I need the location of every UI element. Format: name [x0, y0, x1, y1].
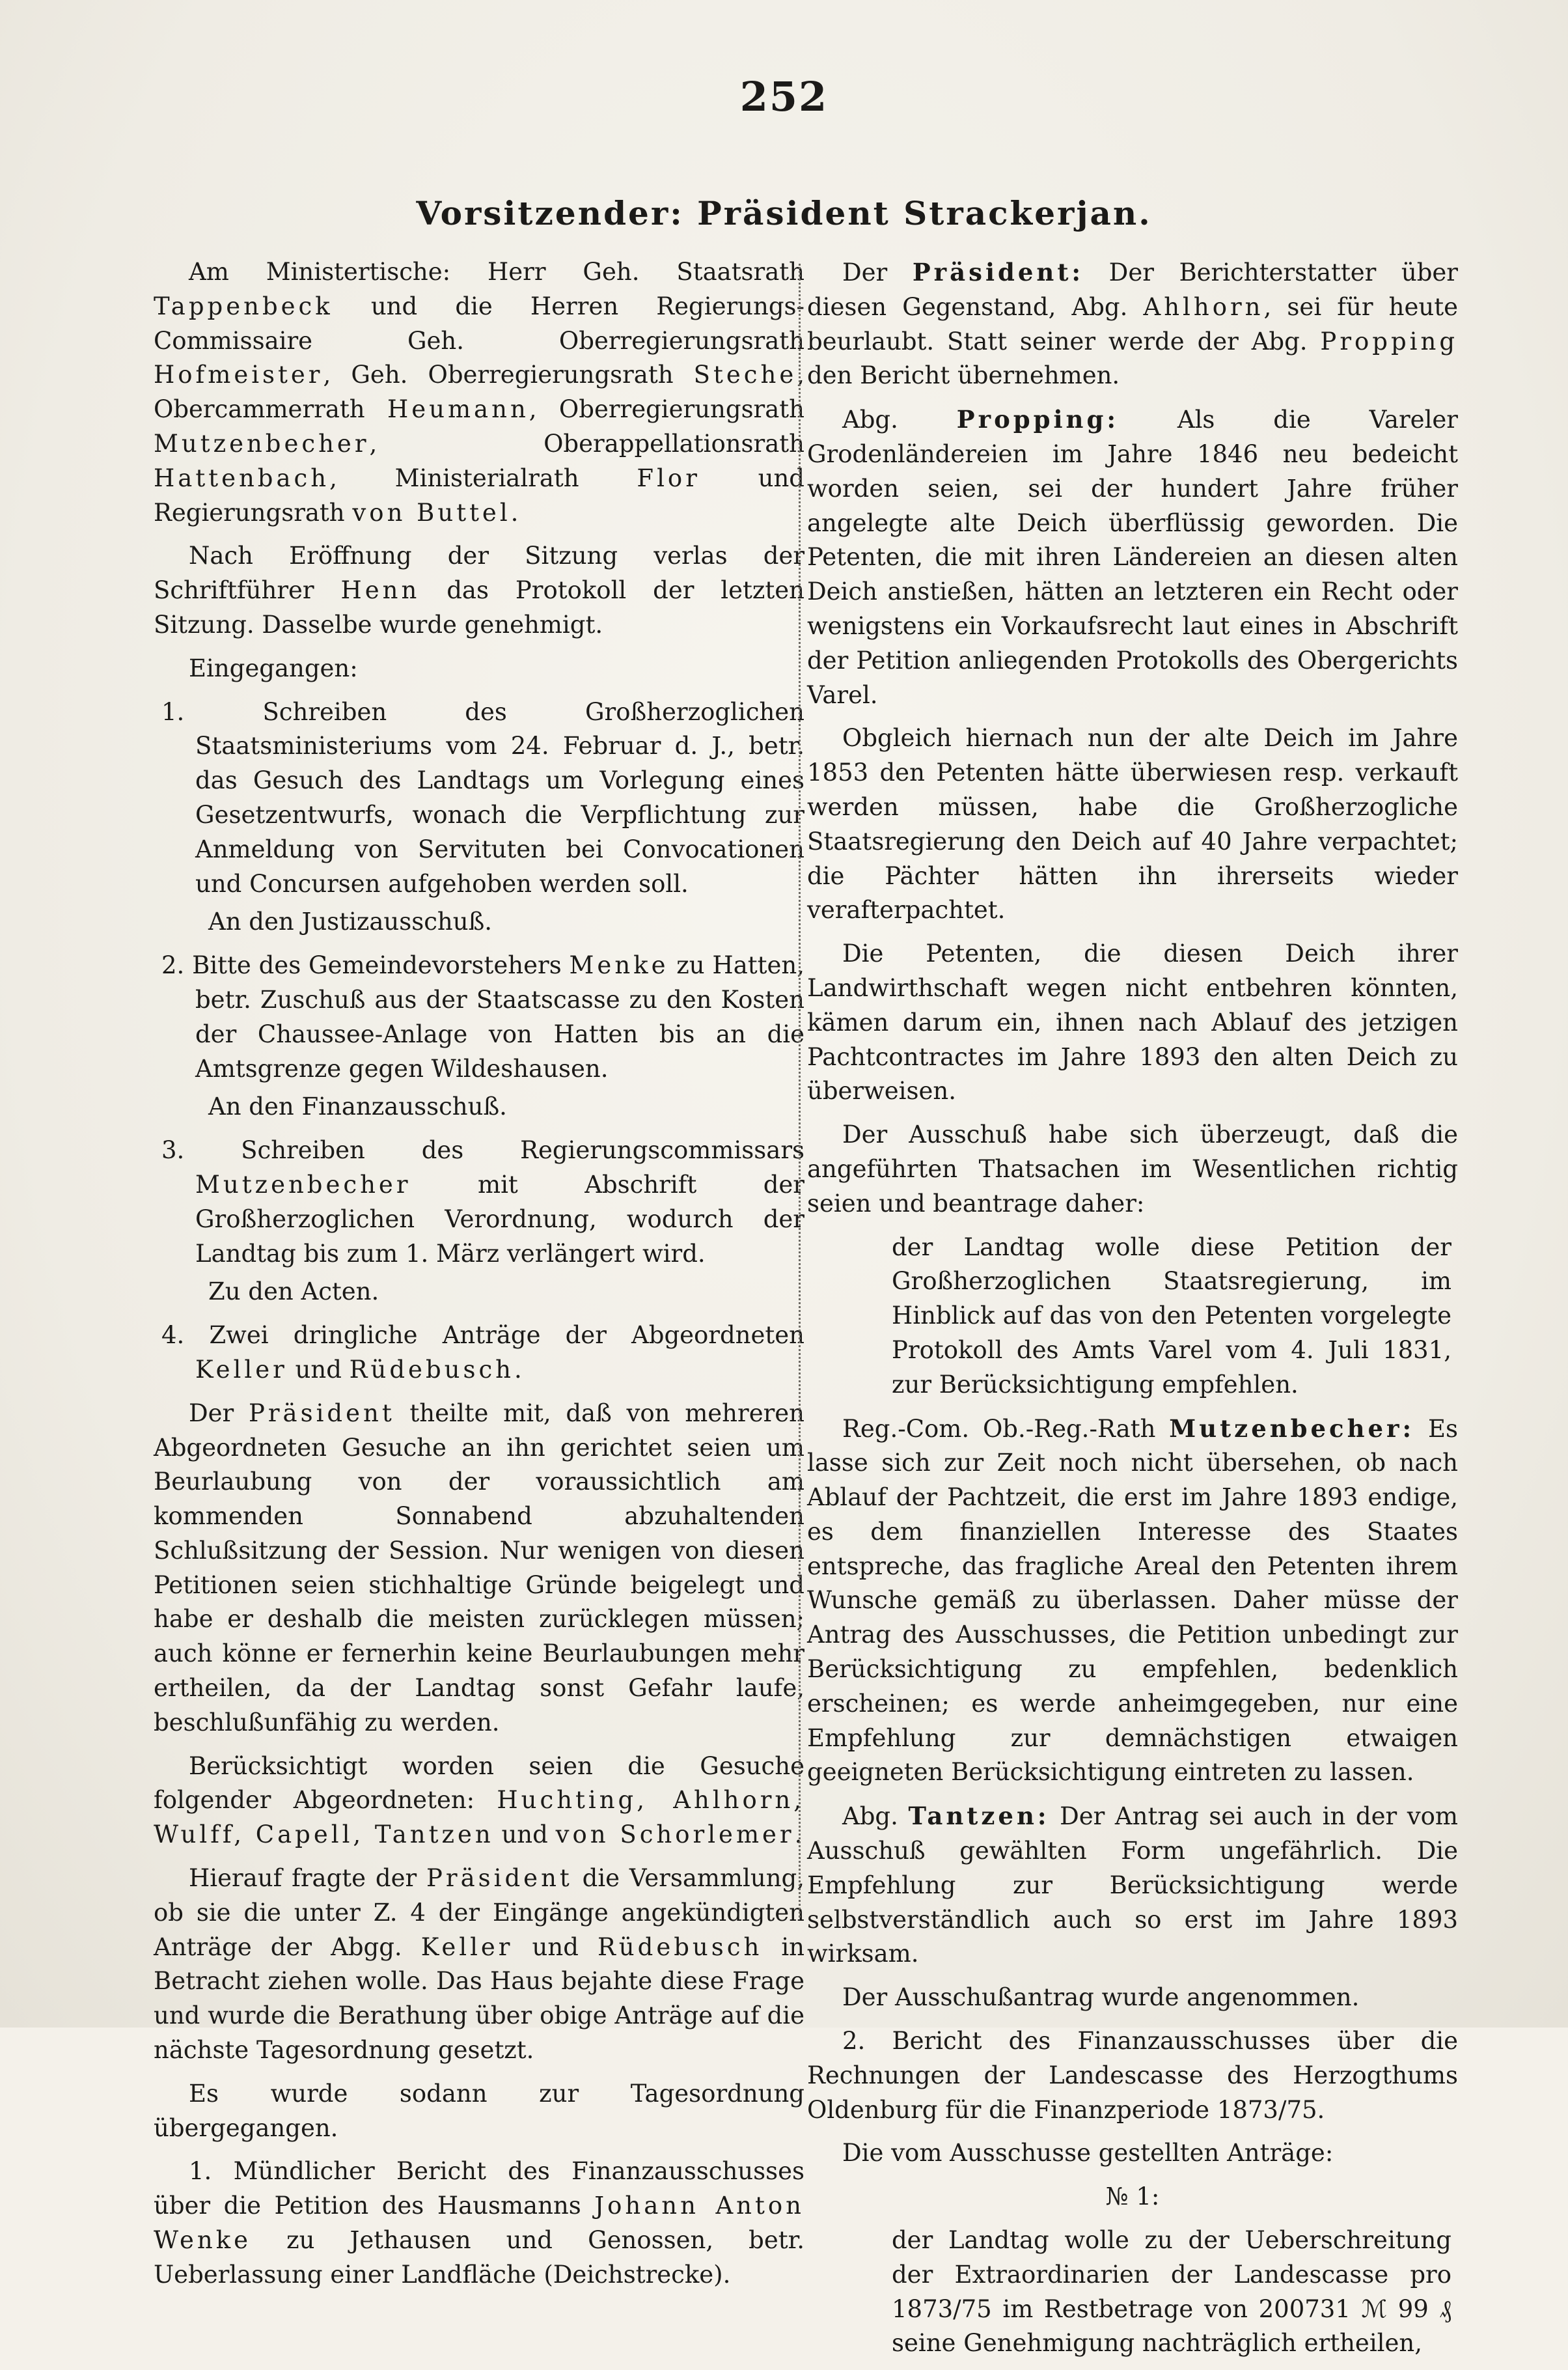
proposals-label: Die vom Ausschusse gestellten Anträge:	[842, 2139, 1334, 2168]
referral-note: An den Justizausschuß.	[208, 908, 493, 936]
text-run: Hierauf fragte der	[189, 1864, 427, 1893]
text-run: Nach Eröffnung der Sitzung verlas der Schriftführer	[154, 542, 805, 605]
column-divider	[799, 264, 801, 1917]
text-run: .	[514, 1355, 522, 1384]
text-run: Der Antrag sei auch in der vom Ausschuß gewählten Form ungefährlich. Die Empfehlung zur Berücksichtigung werde selbstverständlich auch so erst im Jahre 1893 wirksam.	[807, 1802, 1458, 1968]
text-run: Zwei dringliche Anträge der Abgeordneten	[209, 1321, 805, 1350]
tantzen-paragraph	[807, 1799, 1458, 1972]
speaker-name: Tantzen:	[908, 1802, 1050, 1831]
mutzenbecher-paragraph	[807, 1412, 1458, 1791]
item-text: Schreiben des Großherzoglichen Staatsministeriums vom 24. Februar d. J., betr. das Gesuch des Landtags um Vorlegung eines Gesetzentwurfs, wonach die Verpflichtung zur Anmeldung von Servituten bei Convocationen und Concursen aufgehoben werden soll.	[195, 697, 805, 898]
text-run: 1. Mündlicher Bericht des Finanzausschusses über die Petition des Hausmanns	[154, 2157, 805, 2220]
right-column	[807, 255, 1458, 2370]
vote-paragraph	[154, 1861, 805, 2068]
text-run: den Bericht übernehmen.	[807, 361, 1120, 390]
text-run: Bitte des Gemeindevorstehers	[192, 951, 570, 980]
committee-motion: der Landtag wolle diese Petition der Großherzoglichen Staatsregierung, im Hinblick auf das von den Petenten vorgelegte Protokoll des Amts Varel vom 4. Juli 1831, zur Berücksichtigung empfehlen.	[892, 1233, 1451, 1399]
speaker-name: Präsident:	[912, 258, 1084, 286]
person-name: Ahlhorn	[1143, 292, 1264, 321]
text-run: zu Jethausen und Genossen, betr. Ueberlassung einer Landfläche (Deichstrecke).	[154, 2226, 805, 2289]
person-name: Mutzenbecher	[154, 429, 370, 458]
received-item-3	[154, 1134, 805, 1271]
text-run: , Ministerialrath	[329, 464, 637, 492]
person-name: Heumann	[387, 395, 529, 424]
text-run: und die Herren Regierungs-Commissaire Geh. Oberregierungsrath	[154, 292, 805, 355]
text-run: das Protokoll der letzten Sitzung. Dasselbe wurde genehmigt.	[154, 576, 805, 639]
referral-note: An den Finanzausschuß.	[208, 1093, 507, 1121]
text-run: Es lasse sich zur Zeit noch nicht übersehen, ob nach Ablauf der Pachtzeit, die erst im Jahre 1893 endige, es dem finanziellen Interesse des Staates entspreche, das fragliche Areal den Petenten ihrem Wunsche gemäß zu überlassen. Daher müsse der Antrag des Ausschusses, die Petition unbedingt zur Berücksichtigung zu empfehlen, bedenklich erscheinen; es werde anheimgegeben, nur eine Empfehlung zur demnächstigen etwaigen geeigneten Berücksichtigung eintreten zu lassen.	[807, 1414, 1458, 1787]
text-run: theilte mit, daß von mehreren Abgeordneten Gesuche an ihn gerichtet seien um Beurlaubung von der voraussichtlich am kommenden Sonnabend abzuhaltenden Schlußsitzung der Session. Nur wenigen von diesen Petitionen seien stichhaltige Gründe beigelegt und habe er deshalb die meisten zurücklegen müssen; auch könne er fernerhin keine Beurlaubungen mehr ertheilen, da der Landtag sonst Gefahr laufe, beschlußunfähig zu werden.	[154, 1399, 805, 1736]
speaker-name: Mutzenbecher:	[1169, 1414, 1415, 1443]
item-number: 4.	[161, 1321, 185, 1350]
page-number: 252	[739, 73, 829, 120]
person-name: Rüdebusch	[597, 1932, 763, 1961]
text-run: Der	[189, 1399, 249, 1427]
ministers-paragraph	[154, 255, 805, 530]
text-run: Am Ministertische: Herr Geh. Staatsrath	[189, 258, 805, 286]
text-run: .	[794, 1820, 803, 1849]
text-run: , Oberappellationsrath	[369, 429, 805, 458]
text-run: und	[287, 1355, 350, 1384]
text-run: die Versammlung, ob sie die unter Z. 4 der Eingänge angekündigten Anträge der Abgg.	[154, 1864, 805, 1961]
report-2-paragraph: 2. Bericht des Finanzausschusses über die Rechnungen der Landescasse des Herzogthums Oldenburg für die Finanzperiode 1873/75.	[807, 2027, 1458, 2124]
text-run: , Obercammerrath	[154, 361, 805, 424]
text-run: zu Hatten, betr. Zuschuß aus der Staatscasse zu den Kosten der Chaussee-Anlage von Hatten bis an die Amtsgrenze gegen Wildeshausen.	[195, 951, 805, 1083]
person-name: von Schorlemer	[555, 1820, 795, 1849]
text-run: Der	[842, 258, 913, 286]
text-run: , sei für heute beurlaubt. Statt seiner werde der Abg.	[807, 292, 1458, 356]
item-number: 2.	[161, 951, 185, 980]
text-run: in Betracht ziehen wolle. Das Haus bejahte diese Frage und wurde die Berathung über obige Anträge auf die nächste Tagesordnung gesetzt.	[154, 1932, 805, 2065]
proposal-1-text: der Landtag wolle zu der Ueberschreitung der Extraordinarien der Landescasse pro 1873/75 im Restbetrage von 200731 ℳ 99 ₰ seine Genehmigung nachträglich ertheilen,	[892, 2226, 1451, 2358]
propping-paragraph	[807, 402, 1458, 712]
text-run: , Geh. Oberregierungsrath	[323, 361, 694, 389]
person-name: Mutzenbecher	[195, 1170, 411, 1199]
person-name: Steche	[693, 361, 797, 389]
person-name: Präsident	[248, 1399, 395, 1427]
propping-paragraph-4: Der Ausschuß habe sich überzeugt, daß die angeführten Thatsachen im Wesentlichen richtig seien und beantrage daher:	[807, 1121, 1458, 1218]
text-run: Abg.	[842, 1802, 909, 1831]
speaker-name: Propping:	[956, 405, 1119, 434]
propping-paragraph-3: Die Petenten, die diesen Deich ihrer Landwirthschaft wegen nicht entbehren könnten, kämen darum ein, ihnen nach Ablauf des jetzigen Pachtcontractes im Jahre 1893 den alten Deich zu überweisen.	[807, 940, 1458, 1106]
person-name: Tappenbeck	[154, 292, 333, 320]
text-run: Reg.-Com. Ob.-Reg.-Rath	[842, 1414, 1170, 1443]
item-number: 1.	[161, 697, 185, 726]
person-name: von Buttel	[352, 498, 511, 527]
protocol-paragraph	[154, 539, 805, 642]
leave-granted-paragraph	[154, 1750, 805, 1852]
person-name: Hofmeister	[154, 361, 323, 389]
leave-requests-paragraph	[154, 1397, 805, 1740]
text-run: und Regierungsrath	[154, 464, 805, 527]
text-run: Berücksichtigt worden seien die Gesuche folgender Abgeordneten:	[154, 1751, 805, 1815]
left-column	[154, 255, 805, 2302]
received-item-4	[154, 1318, 805, 1387]
text-run: und	[513, 1932, 598, 1961]
president-paragraph	[807, 255, 1458, 393]
text-run: und	[493, 1820, 556, 1849]
text-run: , Oberregierungsrath	[529, 395, 805, 424]
text-run: Abg.	[842, 406, 957, 434]
propping-paragraph-2: Obgleich hiernach nun der alte Deich im Jahre 1853 den Petenten hätte überwiesen resp. verkauft werden müssen, habe die Großherzogliche Staatsregierung den Deich auf 40 Jahre verpachtet; die Pächter hätten ihn ihrerseits wieder verafterpachtet.	[807, 724, 1458, 925]
text-run: Der Berichterstatter über diesen Gegenstand, Abg.	[807, 258, 1458, 321]
person-name: Menke	[569, 951, 669, 980]
received-item-1	[154, 695, 805, 902]
person-name: Propping	[1320, 327, 1458, 356]
referral-note: Zu den Acten.	[208, 1277, 379, 1306]
text-run: Als die Vareler Grodenländereien im Jahre 1846 neu bedeicht worden seien, sei der hundert Jahre früher angelegte alte Deich überflüssig geworden. Die Petenten, die mit ihren Ländereien an diesen alten Deich anstießen, hätten an letzteren ein Recht oder wenigstens ein Vorkaufsrecht laut eines in Abschrift der Petition anliegenden Protokolls des Obergerichts Varel.	[807, 406, 1458, 709]
person-name: Keller	[420, 1932, 514, 1961]
person-name: Präsident	[426, 1864, 573, 1893]
text-run: Schreiben des Regierungscommissars	[241, 1136, 805, 1165]
adopted-paragraph: Der Ausschußantrag wurde angenommen.	[842, 1983, 1360, 2012]
proposal-number: № 1:	[1105, 2182, 1160, 2211]
text-run: mit Abschrift der Großherzoglichen Verordnung, wodurch der Landtag bis zum 1. März verlängert wird.	[195, 1170, 805, 1268]
agenda-paragraph: Es wurde sodann zur Tagesordnung übergegangen.	[154, 2079, 805, 2142]
person-name: Henn	[340, 576, 420, 605]
person-name: Keller	[195, 1355, 288, 1384]
session-chair-heading: Vorsitzender: Präsident Strackerjan.	[416, 194, 1152, 232]
person-name: Johann Anton Wenke	[154, 2192, 805, 2255]
person-names: Huchting, Ahlhorn, Wulff, Capell, Tantzen	[154, 1786, 805, 1849]
received-item-2	[154, 949, 805, 1086]
text-run: .	[510, 498, 519, 527]
person-name: Rüdebusch	[349, 1355, 514, 1384]
person-name: Flor	[637, 464, 700, 492]
item-number: 3.	[161, 1136, 185, 1165]
received-label: Eingegangen:	[189, 654, 358, 682]
person-name: Hattenbach	[154, 464, 330, 492]
report-1-paragraph	[154, 2154, 805, 2292]
